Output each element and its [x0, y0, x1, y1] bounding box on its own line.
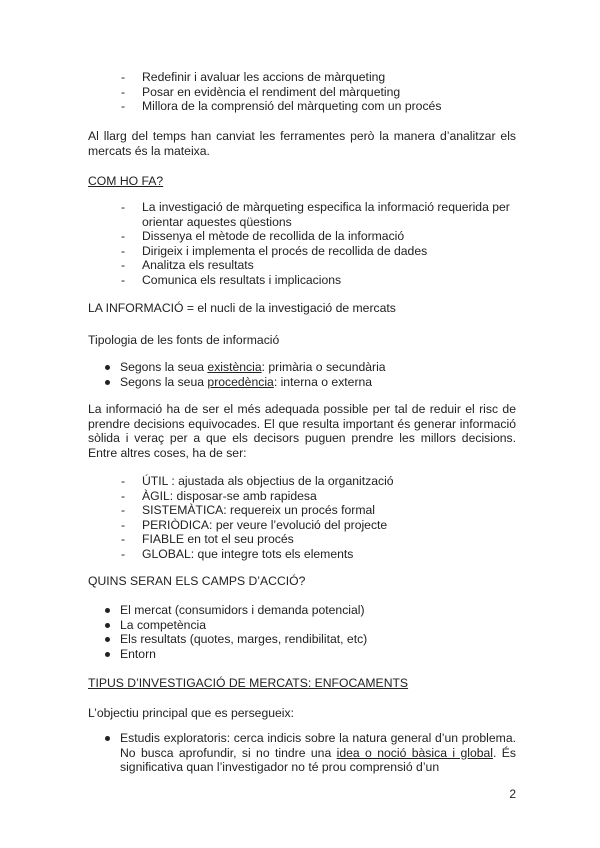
list-item — [88, 244, 516, 259]
dash-marker: - — [121, 503, 126, 518]
bullet-marker — [105, 380, 110, 385]
tipologia-line: Tipologia de les fonts de informació — [88, 333, 280, 347]
source-term: existència — [207, 360, 262, 374]
list-fields — [88, 603, 516, 661]
list-item-text: La investigació de màrqueting especifica la informació requerida per orientar aquestes qüestions — [142, 200, 510, 229]
list-item — [88, 503, 516, 518]
list-marketing-goals — [88, 70, 516, 114]
list-item-text: FIABLE en tot el seu procés — [142, 532, 294, 547]
list-item — [88, 547, 516, 562]
list-item — [88, 474, 516, 489]
list-item-text: GLOBAL: que integre tots els elements — [142, 546, 354, 561]
dash-marker: - — [121, 229, 126, 244]
list-item-text: Comunica els resultats i implicacions — [142, 272, 342, 287]
dash-marker: - — [121, 546, 126, 561]
exploratory-label: Estudis exploratoris: — [120, 731, 231, 745]
list-item — [88, 200, 516, 229]
exploratory-underlined: idea o noció bàsica i global — [336, 745, 493, 760]
list-how — [88, 200, 516, 288]
list-item-text: ÀGIL: disposar-se amb rapidesa — [142, 488, 317, 503]
list-item-text: SISTEMÀTICA: requereix un procés formal — [142, 503, 375, 518]
source-prefix: Segons la seua — [120, 374, 208, 389]
bullet-marker — [105, 365, 110, 370]
bullet-marker — [105, 652, 110, 657]
list-item-text: Dirigeix i implementa el procés de recollida de dades — [142, 243, 428, 258]
list-item — [88, 360, 516, 375]
dash-marker: - — [121, 200, 126, 214]
info-core-line: LA INFORMACIÓ = el nucli de la investigació de mercats — [88, 301, 396, 315]
list-item — [88, 532, 516, 547]
dash-marker: - — [121, 474, 126, 488]
list-item-text: Els resultats (quotes, marges, rendibilitat, etc) — [120, 632, 368, 647]
list-item — [88, 273, 516, 288]
dash-marker: - — [121, 243, 126, 258]
list-item — [88, 632, 516, 647]
list-item — [88, 489, 516, 504]
list-item-text: ÚTIL : ajustada als objectius de la organització — [142, 474, 394, 488]
source-prefix: Segons la seua — [120, 360, 208, 374]
list-item-text: Millora de la comprensió del màrqueting com un procés — [142, 99, 442, 114]
list-item-text: Analitza els resultats — [142, 258, 254, 273]
bullet-marker — [105, 637, 110, 642]
bullet-marker — [105, 623, 110, 628]
dash-marker: - — [121, 488, 126, 503]
source-term: procedència — [207, 374, 274, 389]
list-item — [88, 618, 516, 633]
bullet-marker — [105, 608, 110, 613]
list-qualities — [88, 474, 516, 562]
page-number: 2 — [509, 787, 516, 801]
source-suffix: : interna o externa — [273, 374, 373, 389]
source-suffix: : primària o secundària — [261, 360, 386, 374]
list-sources — [88, 360, 516, 389]
dash-marker: - — [121, 70, 126, 84]
heading-fields: QUINS SERAN ELS CAMPS D’ACCIÓ? — [88, 574, 306, 588]
dash-marker: - — [121, 517, 126, 532]
list-item — [88, 603, 516, 618]
dash-marker: - — [121, 532, 126, 547]
list-item-text: Dissenya el mètode de recollida de la informació — [142, 229, 405, 244]
dash-marker: - — [121, 84, 126, 99]
list-item-text: La competència — [120, 617, 207, 632]
list-item — [88, 647, 516, 662]
paragraph-info: La informació ha de ser el més adequada possible per tal de reduir el risc de prendre decisions equivocades. El que resulta important és generar informació sòlida i veraç per a que els decisors puguen prendre les millors decisions. Entre altres coses, ha de ser: — [88, 402, 516, 460]
bullet-marker — [105, 736, 110, 741]
list-item-exploratory — [88, 731, 516, 775]
list-item-text: El mercat (consumidors i demanda potencial) — [120, 603, 365, 617]
list-item — [88, 229, 516, 244]
list-item-text: Redefinir i avaluar les accions de màrqueting — [142, 70, 386, 84]
list-item — [88, 85, 516, 100]
list-item — [88, 70, 516, 85]
list-item — [88, 518, 516, 533]
objective-line: L’objectiu principal que es persegueix: — [88, 706, 294, 720]
list-item-text: Entorn — [120, 646, 156, 661]
dash-marker: - — [121, 99, 126, 114]
paragraph-tools: Al llarg del temps han canviat les ferramentes però la manera d’analitzar els mercats és la mateixa. — [88, 129, 516, 158]
exploratory-text-b: . És significativa quan l’investigador no té prou comprensió d’un — [120, 745, 516, 775]
heading-how: COM HO FA? — [88, 174, 164, 188]
list-approaches — [88, 731, 516, 775]
list-item-text: PERIÒDICA: per veure l’evolució del projecte — [142, 517, 388, 532]
list-item — [88, 99, 516, 114]
heading-types: TIPUS D’INVESTIGACIÓ DE MERCATS: ENFOCAMENTS — [88, 676, 409, 690]
list-item — [88, 258, 516, 273]
dash-marker: - — [121, 258, 126, 273]
list-item — [88, 375, 516, 390]
dash-marker: - — [121, 272, 126, 287]
list-item-text: Posar en evidència el rendiment del màrqueting — [142, 84, 401, 99]
exploratory-text-a: cerca indicis sobre la natura general d’un problema. No busca aprofundir, si no tindre una — [120, 731, 516, 760]
